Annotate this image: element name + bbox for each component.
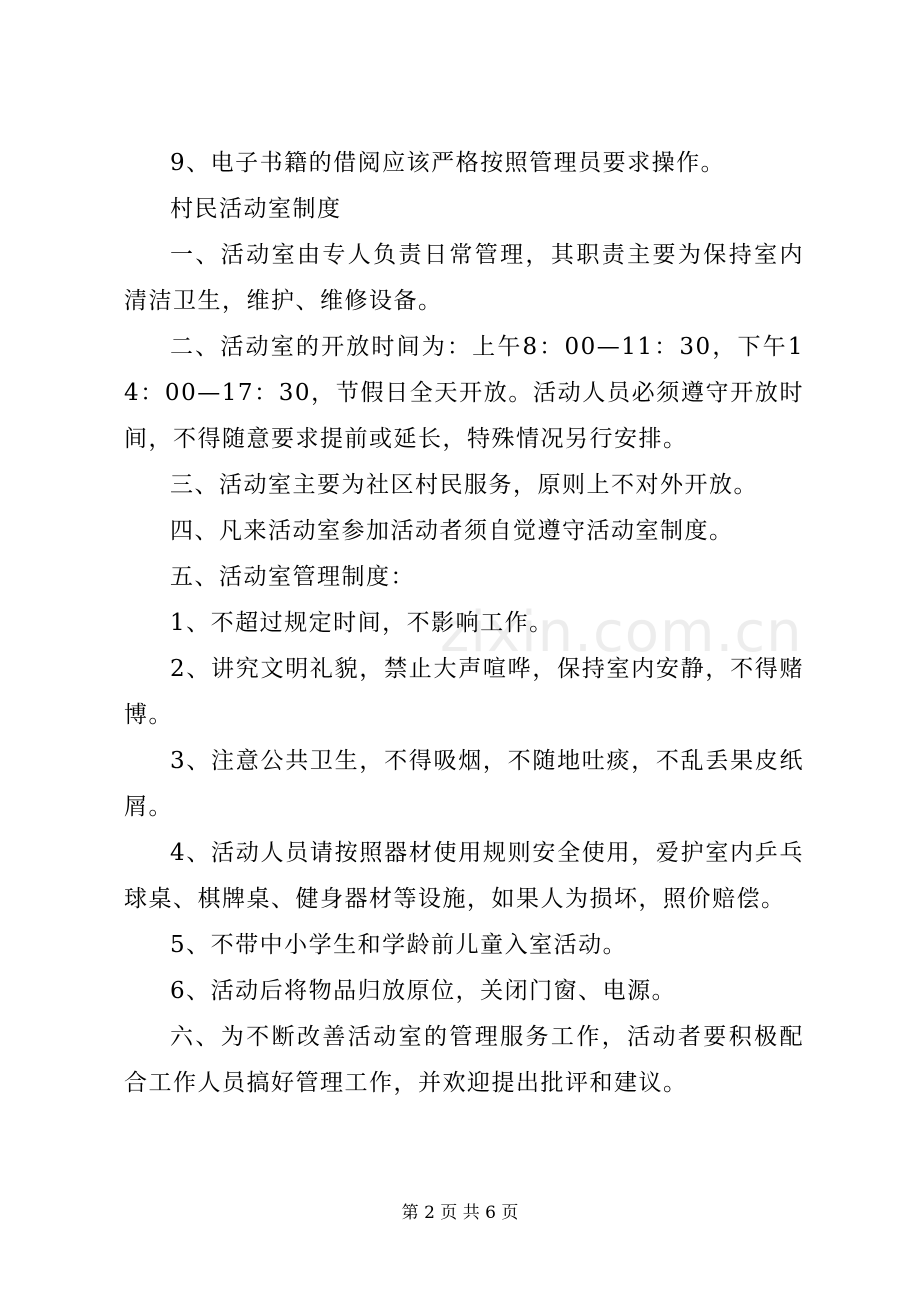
section-title: 村民活动室制度 xyxy=(170,196,342,222)
paragraph-10: 3、注意公共卫生，不得吸烟，不随地吐痰，不乱丢果皮纸屑。 xyxy=(124,748,804,820)
paragraph-14: 六、为不断改善活动室的管理服务工作，活动者要积极配合工作人员搞好管理工作，并欢迎提出批评和建议。 xyxy=(124,1024,804,1096)
paragraph-4: 二、活动室的开放时间为：上午8：00—11：30，下午14：00—17：30，节假日全天开放。活动人员必须遵守开放时间，不得随意要求提前或延长，特殊情况另行安排。 xyxy=(124,334,804,452)
paragraph-11: 4、活动人员请按照器材使用规则安全使用，爱护室内乒乓球桌、棋牌桌、健身器材等设施，如果人为损坏，照价赔偿。 xyxy=(124,840,804,912)
page-footer: 第 2 页 共 6 页 xyxy=(401,1203,519,1223)
paragraph-3: 一、活动室由专人负责日常管理，其职责主要为保持室内清洁卫生，维护、维修设备。 xyxy=(124,242,804,314)
paragraph-1: 9、电子书籍的借阅应该严格按照管理员要求操作。 xyxy=(170,150,726,176)
paragraph-13: 6、活动后将物品归放原位，关闭门窗、电源。 xyxy=(170,978,677,1004)
paragraph-9: 2、讲究文明礼貌，禁止大声喧哗，保持室内安静，不得赌博。 xyxy=(124,656,804,728)
paragraph-6: 四、凡来活动室参加活动者须自觉遵守活动室制度。 xyxy=(170,518,734,544)
document-body xyxy=(124,140,804,1106)
watermark: zixin.com.cn xyxy=(440,600,803,665)
paragraph-7: 五、活动室管理制度： xyxy=(170,564,415,590)
paragraph-12: 5、不带中小学生和学龄前儿童入室活动。 xyxy=(170,932,628,958)
paragraph-5: 三、活动室主要为社区村民服务，原则上不对外开放。 xyxy=(170,472,758,498)
paragraph-8: 1、不超过规定时间，不影响工作。 xyxy=(170,610,554,636)
